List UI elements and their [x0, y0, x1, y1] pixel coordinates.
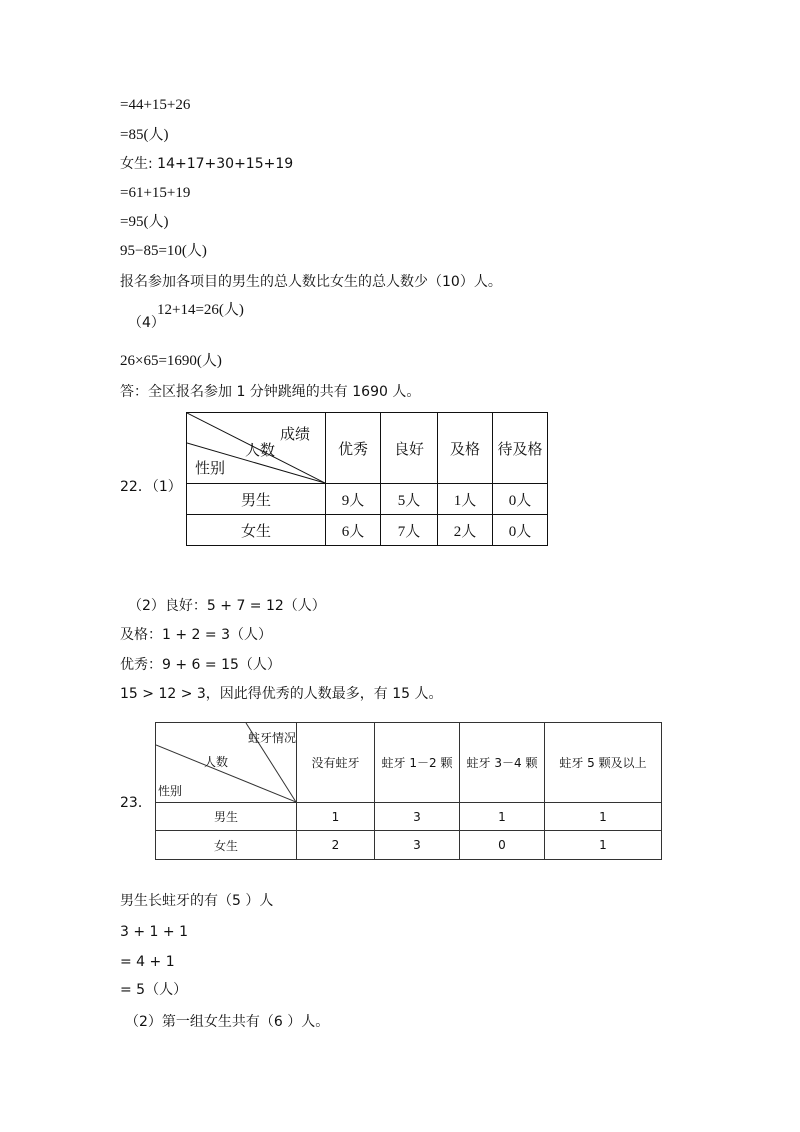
- row-label: 男生: [187, 484, 326, 515]
- header-grade: 成绩: [280, 425, 311, 443]
- q22-line-4: 15 > 12 > 3，因此得优秀的人数最多，有 15 人。: [120, 686, 443, 702]
- header-count: 人数: [204, 755, 229, 769]
- q22-line-2: 及格：1 + 2 = 3（人）: [120, 627, 272, 643]
- table-cell: 3: [375, 831, 460, 860]
- col-header-1-2: 蛀牙 1－2 颗: [375, 723, 460, 803]
- table-cell: 3: [375, 803, 460, 831]
- grades-table: [186, 412, 548, 546]
- header-gender: 性别: [158, 784, 183, 798]
- table-cell: 1人: [438, 484, 493, 515]
- table-cell: 7人: [381, 515, 438, 546]
- header-cavity: 蛀牙情况: [248, 731, 297, 745]
- row-label: 女生: [156, 831, 297, 860]
- table-cell: 6人: [326, 515, 381, 546]
- table-row: [187, 515, 548, 546]
- header-gender: 性别: [195, 459, 226, 477]
- q22-line-1: （2）良好：5 + 7 = 12（人）: [128, 598, 326, 614]
- q23-label: 23．: [120, 795, 152, 811]
- q4-label: （4）: [128, 315, 165, 331]
- col-header-3-4: 蛀牙 3－4 颗: [460, 723, 545, 803]
- q23-line-5: （2）第一组女生共有（6 ）人。: [125, 1014, 330, 1030]
- table-cell: 9人: [326, 484, 381, 515]
- calc-line-3: 女生: 14+17+30+15+19: [120, 156, 294, 172]
- row-label: 女生: [187, 515, 326, 546]
- table-cell: 2: [297, 831, 375, 860]
- table-cell: 0: [460, 831, 545, 860]
- table-row: [156, 831, 662, 860]
- table-cell: 1: [545, 803, 662, 831]
- calc-line-6: 95−85=10(人): [120, 243, 207, 259]
- col-header-fail: 待及格: [493, 413, 548, 484]
- table-row: [156, 803, 662, 831]
- col-header-good: 良好: [381, 413, 438, 484]
- q4-answer: 答：全区报名参加 1 分钟跳绳的共有 1690 人。: [120, 384, 421, 400]
- cavity-table: [155, 722, 662, 860]
- table-cell: 0人: [493, 484, 548, 515]
- col-header-5-plus: 蛀牙 5 颗及以上: [545, 723, 662, 803]
- q23-line-3: = 4 + 1: [120, 954, 175, 970]
- conclusion-line: 报名参加各项目的男生的总人数比女生的总人数少（10）人。: [120, 274, 502, 290]
- q23-line-4: = 5（人）: [120, 982, 188, 998]
- diagonal-header-cell: [187, 413, 326, 484]
- col-header-none: 没有蛀牙: [297, 723, 375, 803]
- table-cell: 0人: [493, 515, 548, 546]
- table-cell: 1: [545, 831, 662, 860]
- row-label: 男生: [156, 803, 297, 831]
- q4-calculation: 26×65=1690(人): [120, 353, 222, 369]
- q23-line-1: 男生长蛀牙的有（5 ）人: [120, 893, 274, 909]
- col-header-pass: 及格: [438, 413, 493, 484]
- q22-line-3: 优秀：9 + 6 = 15（人）: [120, 657, 281, 673]
- table-cell: 2人: [438, 515, 493, 546]
- calc-line-1: =44+15+26: [120, 97, 191, 113]
- col-header-excellent: 优秀: [326, 413, 381, 484]
- q4-expression: 12+14=26(人): [157, 302, 244, 318]
- header-count: 人数: [245, 441, 276, 459]
- table-cell: 1: [297, 803, 375, 831]
- table-cell: 5人: [381, 484, 438, 515]
- calc-line-4: =61+15+19: [120, 185, 191, 201]
- calc-line-5: =95(人): [120, 214, 169, 230]
- calc-line-2: =85(人): [120, 127, 169, 143]
- diagonal-header-cell: [156, 723, 297, 803]
- q23-line-2: 3 + 1 + 1: [120, 924, 188, 940]
- table-cell: 1: [460, 803, 545, 831]
- q22-label: 22．（1）: [120, 479, 182, 495]
- table-row: [187, 484, 548, 515]
